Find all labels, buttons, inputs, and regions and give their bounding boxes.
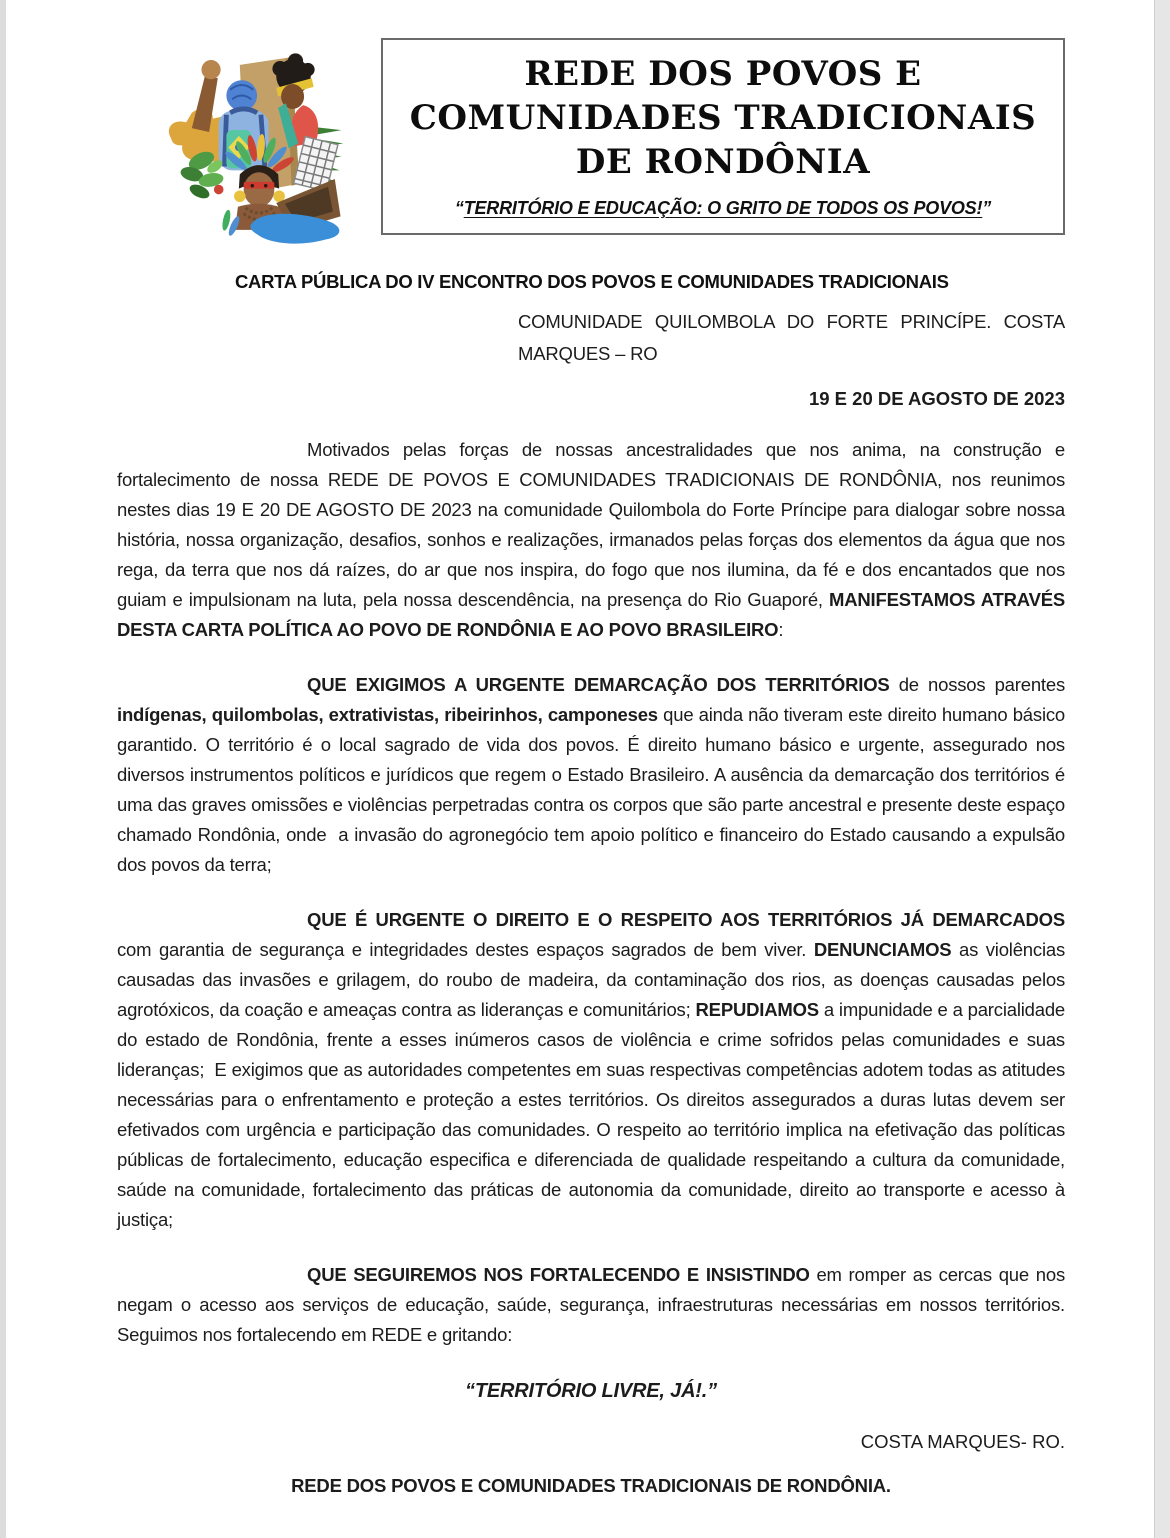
event-date: 19 E 20 DE AGOSTO DE 2023 (808, 388, 1065, 409)
eye-right (264, 184, 267, 187)
motto-open-quote: “ (454, 198, 464, 218)
bold-text-run: QUE É URGENTE O DIREITO E O RESPEITO AOS TERRITÓRIOS JÁ DEMARCADOS (307, 909, 1065, 930)
scan-edge-left (0, 0, 6, 1538)
motto-close-quote: ” (982, 198, 992, 218)
letterhead (117, 38, 1065, 249)
text-run: Motivados pelas forças de nossas ancestralidades que nos anima, na construção e fortalecimento de nossa REDE DE POVOS E COMUNIDADES TRADICIONAIS DE RONDÔNIA, nos reunimos nestes dias 19 E 20 DE AGOSTO DE 2023 na comunidade Quilombola do Forte Príncipe para dialogar sobre nossa história, nossa organização, desafios, sonhos e realizações, irmanados pelas forças dos elementos da água que nos rega, da terra que nos dá raízes, do ar que nos inspira, do fogo que nos ilumina, da fé e dos encantados que nos guiam e impulsionam na luta, pela nossa descendência, na presença do Rio Guaporé, (117, 439, 1065, 610)
slogan: “TERRITÓRIO LIVRE, JÁ!.” (465, 1380, 717, 1402)
signature-line: REDE DOS POVOS E COMUNIDADES TRADICIONAIS DE RONDÔNIA. (291, 1475, 891, 1496)
bold-text-run: QUE SEGUIREMOS NOS FORTALECENDO E INSISTINDO (307, 1264, 810, 1285)
peoples-collage-logo (163, 38, 355, 249)
text-run: que ainda não tiveram este direito humano básico garantido. O território é o local sagrado de vida dos povos. É direito humano básico e urgente, assegurado nos diversos instrumentos políticos e jurídicos que regem o Estado Brasileiro. A ausência da demarcação dos territórios é uma das graves omissões e violências perpetradas contra os corpos que são parte ancestral e presente deste espaço chamado Rondônia, onde a invasão do agronegócio tem apoio político e financeiro do Estado causando a expulsão dos povos da terra; (117, 704, 1065, 875)
paragraph-manifesto (117, 435, 1065, 645)
bold-text-run: indígenas, quilombolas, extrativistas, ribeirinhos, camponeses (117, 704, 658, 725)
text-run: as violências causadas das invasões e grilagem, do roubo de madeira, da contaminação dos rios, as doenças causadas pelos agrotóxicos, da coação e ameaças contra as lideranças e comunitários; (117, 939, 1065, 1020)
flower-earring-left (234, 190, 246, 202)
event-location: COMUNIDADE QUILOMBOLA DO FORTE PRINCÍPE. COSTA MARQUES – RO (518, 311, 1065, 364)
document-heading: CARTA PÚBLICA DO IV ENCONTRO DOS POVOS E COMUNIDADES TRADICIONAIS (235, 271, 949, 292)
scan-edge-right (1154, 0, 1170, 1538)
document-body (117, 435, 1065, 1350)
eye-left (251, 184, 254, 187)
face-paint-band (244, 182, 275, 189)
logo-illustration (163, 38, 355, 249)
org-title (391, 52, 1055, 184)
bold-text-run: REPUDIAMOS (695, 999, 819, 1020)
letterhead-box (381, 38, 1065, 235)
woman-face (244, 172, 275, 207)
motto-text: TERRITÓRIO E EDUCAÇÃO: O GRITO DE TODOS OS POVOS! (463, 198, 983, 218)
org-title-line-1: REDE DOS POVOS E (524, 54, 922, 94)
text-run: a impunidade e a parcialidade do estado de Rondônia, frente a esses inúmeros casos de violência e crime sofridos pelas comunidades e suas lideranças; E exigimos que as autoridades competentes em suas respectivas competências adotem todas as atitudes necessárias para o enfrentamento e proteção a estes territórios. Os direitos assegurados a duras lutas devem ser efetivados com urgência e participação das comunidades. O respeito ao território implica na efetivação das políticas públicas de fortalecimento, educação especifica e diferenciada de qualidade respeitando a cultura da comunidade, saúde na comunidade, fortalecimento das práticas de autonomia da comunidade, direito ao transporte e acesso à justiça; (117, 999, 1065, 1230)
org-motto (391, 198, 1055, 219)
text-run: : (778, 619, 784, 640)
red-flower (214, 185, 224, 195)
paragraph-territorios-demarcados (117, 905, 1065, 1235)
bold-text-run: DENUNCIAMOS (813, 939, 952, 960)
org-title-line-2: COMUNIDADES TRADICIONAIS (409, 98, 1037, 138)
bold-text-run: MANIFESTAMOS ATRAVÉS DESTA CARTA POLÍTICA AO POVO DE RONDÔNIA E AO POVO BRASILEIRO (117, 589, 1065, 640)
paragraph-fortalecendo (117, 1260, 1065, 1350)
text-run: em romper as cercas que nos negam o acesso aos serviços de educação, saúde, segurança, infraestruturas necessárias em nossos territórios. Seguimos nos fortalecendo em REDE e gritando: (117, 1264, 1065, 1345)
bold-text-run: QUE EXIGIMOS A URGENTE DEMARCAÇÃO DOS TERRITÓRIOS (307, 674, 890, 695)
text-run: de nossos parentes (889, 674, 1065, 695)
signoff-location: COSTA MARQUES- RO. (860, 1431, 1065, 1452)
org-title-line-3: DE RONDÔNIA (575, 142, 871, 182)
raised-fist-icon (201, 60, 220, 79)
text-run: com garantia de segurança e integridades destes espaços sagrados de bem viver. (117, 939, 814, 960)
paragraph-demarcacao (117, 670, 1065, 880)
